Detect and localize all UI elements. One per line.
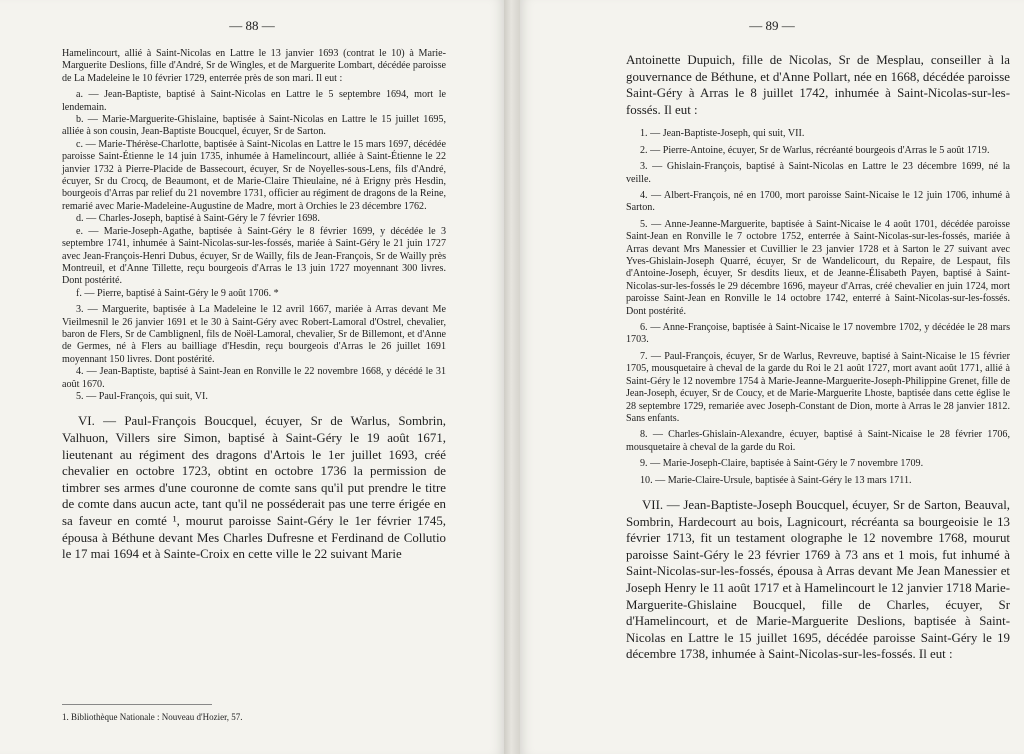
page-number: — 89 — bbox=[749, 18, 795, 33]
list-item: d. — Charles-Joseph, baptisé à Saint-Géry le 7 février 1698. bbox=[76, 213, 320, 225]
list-item: b. — Marie-Marguerite-Ghislaine, baptisée à Saint-Nicolas en Lattre le 15 juillet 1695, alliée à son cousin, Jean-Baptiste Boucquel, écuyer, Sr de Sarton. bbox=[62, 114, 446, 138]
section-vi: VI. — Paul-François Boucquel, écuyer, Sr de Warlus, Sombrin, Valhuon, Villers sire Simon, baptisé à Saint-Géry le 19 août 1671, lieutenant au régiment des dragons d'Artois le 1er juillet 1693, créé chevalier en octobre 1723, obtint en octobre 1736 la permission de timbrer ses armes d'une couronne de comte sans qu'il put prendre le titre de comte dans aucun acte, tant qu'il ne posséderait pas une terre érigée en sa faveur en comté ¹, mourut paroisse Saint-Géry le 1er février 1745, épousa à Béthune devant Mes Charles Dufresne et Ferdinand de Collutio le 17 mai 1694 et à Sainte-Croix en cette ville le 22 suivant Marie bbox=[62, 414, 446, 562]
section-vii: VII. — Jean-Baptiste-Joseph Boucquel, écuyer, Sr de Sarton, Beauval, Sombrin, Hardecourt au bois, Lagnicourt, récréanta sa bourgeoisie le 13 février 1713, fit un testament olographe le 12 novembre 1768, mourut paroisse Saint-Géry le 23 février 1769 à 73 ans et 1 mois, fut inhumé à Saint-Nicolas-sur-les-fossés, épousa à Arras devant Me Jean Manessier et Joseph Henry le 11 août 1717 et à Hamelincourt le 12 janvier 1718 Marie-Marguerite-Ghislaine Boucquel, fille de Charles, écuyer, Sr d'Hamelincourt, et de Marie-Marguerite Deslions, baptisée à Saint-Nicolas en Lattre le 15 juillet 1695, décédée paroisse Saint-Géry le 19 décembre 1738, inhumée à Saint-Nicolas-sur-les-fossés. Il eut : bbox=[626, 497, 1010, 662]
footnote: 1. Bibliothèque Nationale : Nouveau d'Hozier, 57. bbox=[62, 712, 243, 722]
list-item: 3. — Marguerite, baptisée à La Madeleine le 12 avril 1667, mariée à Arras devant Me Vieilmesnil le 26 janvier 1691 et le 30 à Saint-Géry avec Robert-Lamoral d'Ostrel, chevalier, baron de Flers, Sr de Camblignenl, fils de Noël-Lamoral, chevalier, Sr de Billemont, et d'Anne de Germes, né à Flers au bailliage d'Hesdin, reçu bourgeois d'Arras le 26 juillet 1691 moyennant 150 livres. Dont postérité. bbox=[62, 304, 446, 365]
list-item: 6. — Anne-Françoise, baptisée à Saint-Nicaise le 17 novembre 1702, y décédée le 28 mars 1703. bbox=[626, 322, 1010, 346]
paragraph: Antoinette Dupuich, fille de Nicolas, Sr de Mesplau, conseiller à la gouvernance de Béthune, et d'Anne Pollart, née en 1668, décédée paroisse Saint-Géry à Arras le 8 juillet 1742, inhumée à Saint-Nicolas-sur-les-fossés. Il eut : bbox=[626, 53, 1010, 117]
right-page-body bbox=[626, 52, 1010, 663]
list-item: f. — Pierre, baptisé à Saint-Géry le 9 août 1706. * bbox=[76, 287, 279, 299]
list-item: c. — Marie-Thérèse-Charlotte, baptisée à Saint-Nicolas en Lattre le 15 mars 1697, décédée paroisse Saint-Étienne le 14 juin 1735, inhumée à Hamelincourt, alliée à Saint-Étienne le 22 janvier 1732 à Pierre-Placide de Bassecourt, écuyer, Sr de Noyelles-sous-Lens, fils d'André, écuyer, Sr du Crocq, de Beaumont, et de Marie-Claire Thieulaine, né à Erigny près Hesdin, bourgeois d'Arras par relief du 21 novembre 1731, officier au régiment de dragons de la Reine, remarié avec Marie-Madeleine-Augustine de Madre, mort à Orchies le 23 décembre 1762. bbox=[62, 138, 446, 212]
list-item: 3. — Ghislain-François, baptisé à Saint-Nicolas en Lattre le 23 décembre 1699, né la veille. bbox=[626, 161, 1010, 185]
left-small-text bbox=[62, 48, 446, 403]
list-item: 10. — Marie-Claire-Ursule, baptisée à Saint-Géry le 13 mars 1711. bbox=[640, 474, 912, 486]
list-item: a. — Jean-Baptiste, baptisé à Saint-Nicolas en Lattre le 5 septembre 1694, mort le lendemain. bbox=[62, 89, 446, 113]
left-page-body bbox=[62, 48, 446, 563]
paragraph: Hamelincourt, allié à Saint-Nicolas en Lattre le 13 janvier 1693 (contrat le 10) à Marie-Marguerite Deslions, fille d'André, Sr de Wingles, et de Marguerite Lombart, décédée paroisse de La Madeleine le 10 février 1729, enterrée près de son mari. Il eut : bbox=[62, 48, 446, 84]
list-item: 8. — Charles-Ghislain-Alexandre, écuyer, baptisé à Saint-Nicaise le 28 février 1706, mousquetaire à cheval de la garde du Roi. bbox=[626, 429, 1010, 453]
page-number: — 88 — bbox=[229, 18, 275, 33]
list-item: 5. — Anne-Jeanne-Marguerite, baptisée à Saint-Nicaise le 4 août 1701, décédée paroisse Saint-Jean en Ronville le 7 octobre 1752, enterrée à Saint-Nicolas-sur-les-fossés, mariée à Arras devant Mrs Manessier et Cuvillier le 23 janvier 1728 et à Sarton le 27 suivant avec Yves-Ghislain-Joseph Quarré, écuyer, Sr de Wandelicourt, du Repaire, de Lespaut, fils d'Antoine-Joseph, écuyer, Sr desdits lieux, et de Jeanne-Élisabeth Payen, baptisé à Saint-Nicolas-sur-les-fossés le 29 décembre 1696, mayeur d'Arras, créé chevalier en juin 1724, mort paroisse Saint-Jean en Ronville le 14 octobre 1742, enterré à Saint-Nicolas-sur-les-fossés. Dont postérité. bbox=[626, 218, 1010, 317]
list-item: 2. — Pierre-Antoine, écuyer, Sr de Warlus, récréanté bourgeois d'Arras le 5 août 1719. bbox=[640, 144, 990, 156]
list-item: 9. — Marie-Joseph-Claire, baptisée à Saint-Géry le 7 novembre 1709. bbox=[640, 458, 924, 470]
book-gutter bbox=[504, 0, 520, 754]
list-item: 1. — Jean-Baptiste-Joseph, qui suit, VII. bbox=[640, 128, 805, 140]
left-page bbox=[0, 0, 504, 754]
list-item: 4. — Albert-François, né en 1700, mort paroisse Saint-Nicaise le 12 juin 1706, inhumé à Sarton. bbox=[626, 190, 1010, 214]
right-intro bbox=[626, 52, 1010, 118]
list-item: 5. — Paul-François, qui suit, VI. bbox=[76, 390, 208, 402]
right-page bbox=[520, 0, 1024, 754]
list-item: 7. — Paul-François, écuyer, Sr de Warlus, Revreuve, baptisé à Saint-Nicaise le 15 février 1705, mousquetaire à cheval de la garde du Roi le 21 août 1727, mort avant août 1771, allié à Saint-Géry le 12 novembre 1754 à Marie-Jeanne-Marguerite-Joseph-Philippine Grenet, fille de Jean-Joseph, écuyer, Sr de Coucy, et de Marie-Marguerite Lhoste, baptisée dans cette église le 28 septembre 1729, remariée avec Joseph-Constant de Dion, morte à Arras le 28 janvier 1812. Sans enfants. bbox=[626, 350, 1010, 424]
right-small-text bbox=[626, 128, 1010, 487]
list-item: 4. — Jean-Baptiste, baptisé à Saint-Jean en Ronville le 22 novembre 1668, y décédé le 31 août 1670. bbox=[62, 366, 446, 390]
right-large-text bbox=[626, 497, 1010, 663]
left-large-text bbox=[62, 413, 446, 562]
list-item: e. — Marie-Joseph-Agathe, baptisée à Saint-Géry le 8 février 1699, y décédée le 3 septembre 1741, inhumée à Saint-Nicolas-sur-les-fossés, mariée à Saint-Géry le 21 juin 1727 avec Jean-François-Henri Dubus, écuyer, Sr de Wailly, fils de Jean-François, Sr de Wailly près Montreuil, et d'Anne Tillette, reçu bourgeois d'Arras le 13 juin 1727 moyennant 300 livres. Dont postérité. bbox=[62, 225, 446, 287]
footnote-rule bbox=[62, 704, 212, 705]
